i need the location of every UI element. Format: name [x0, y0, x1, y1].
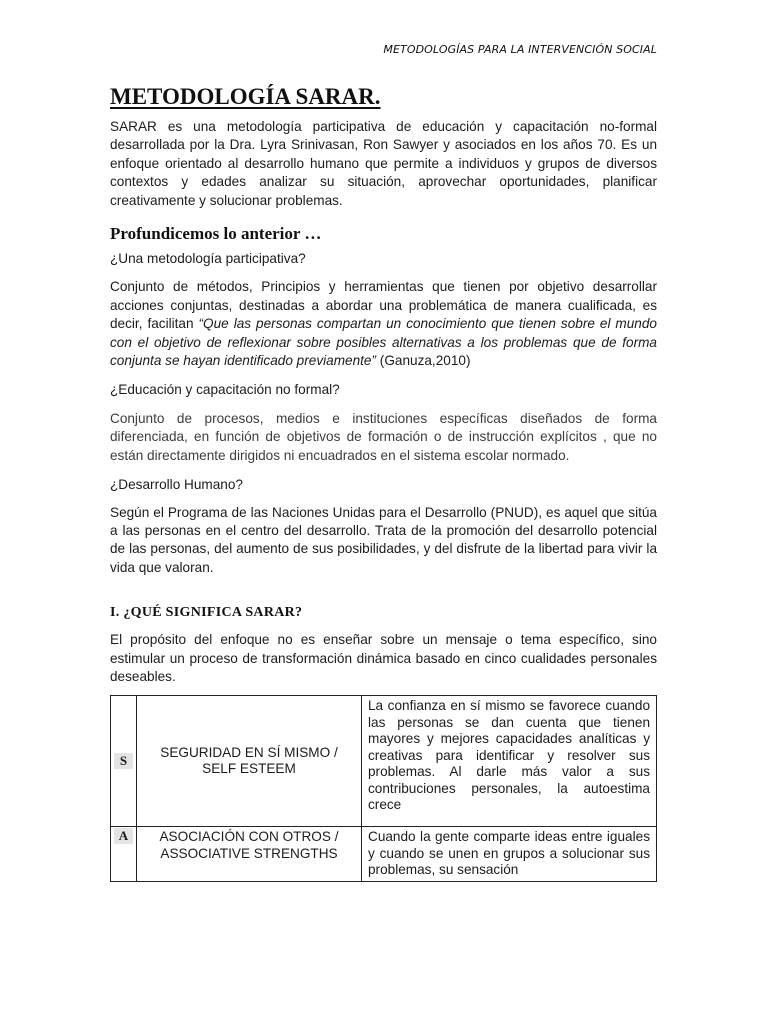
intro-paragraph: SARAR es una metodología participativa de educación y capacitación no-formal desarrollada por la Dra. Lyra Srinivasan, Ron Sawyer y asociados en los años 70. Es un enfoque orientado al desarrollo humano que permite a individuos y grupos de diversos contextos y edades analizar su situación, aprovechar oportunidades, planificar creativamente y solucionar problemas. [110, 119, 657, 208]
table-letter: A [114, 828, 133, 844]
subheading: Profundicemos lo anterior … [110, 224, 322, 244]
answer-participativa [110, 278, 657, 370]
table-letter-cell [111, 827, 137, 882]
running-header: METODOLOGÍAS PARA LA INTERVENCIÓN SOCIAL [383, 43, 657, 56]
section-paragraph: El propósito del enfoque no es enseñar sobre un mensaje o tema específico, sino estimular un proceso de transformación dinámica basado en cinco cualidades personales deseables. [110, 632, 657, 684]
document-title: METODOLOGÍA SARAR. [110, 84, 381, 109]
question-educacion: ¿Educación y capacitación no formal? [110, 382, 340, 398]
document-body [110, 84, 657, 882]
question-desarrollo-humano: ¿Desarrollo Humano? [110, 477, 243, 493]
table-name-cell: SEGURIDAD EN SÍ MISMO / SELF ESTEEM [137, 696, 362, 827]
question-participativa: ¿Una metodología participativa? [110, 251, 306, 267]
answer-participativa-citation: (Ganuza,2010) [376, 353, 471, 369]
sarar-table [110, 695, 657, 882]
answer-participativa-text: Conjunto de métodos, Principios y herramientas que tienen por objetivo desarrollar acciones conjuntas, destinadas a abordar una problemática de manera cualificada, es decir, facilitan [110, 279, 657, 332]
table-letter-cell [111, 696, 137, 827]
table-row [111, 827, 657, 882]
answer-desarrollo-humano: Según el Programa de las Naciones Unidas para el Desarrollo (PNUD), es aquel que sitúa a las personas en el centro del desarrollo. Trata de la promoción del desarrollo potencial de las personas, del aumento de sus posibilidades, y del disfrute de la libertad para vivir la vida que valoran. [110, 504, 657, 575]
table-letter: S [114, 753, 133, 769]
answer-educacion: Conjunto de procesos, medios e instituciones específicas diseñados de forma diferenciada, en función de objetivos de formación o de instrucción explícitos , que no están directamente dirigidos ni encuadrados en el sistema escolar normado. [110, 410, 657, 463]
table-description-cell: Cuando la gente comparte ideas entre iguales y cuando se unen en grupos a solucionar sus problemas, su sensación [362, 827, 657, 882]
table-description-cell: La confianza en sí mismo se favorece cuando las personas se dan cuenta que tienen mayores y mejores capacidades analíticas y creativas para identificar y resolver sus problemas. Al darle más valor a sus contribuciones personales, la autoestima crece [362, 696, 657, 827]
answer-participativa-quote: “Que las personas compartan un conocimiento que tienen sobre el mundo con el objetivo de reflexionar sobre posibles alternativas a los problemas que de forma conjunta se hayan identificado previamente” [110, 316, 657, 369]
table-row [111, 696, 657, 827]
section-title: I. ¿QUÉ SIGNIFICA SARAR? [110, 605, 303, 621]
table-name-cell: ASOCIACIÓN CON OTROS / ASSOCIATIVE STRENGTHS [137, 827, 362, 882]
